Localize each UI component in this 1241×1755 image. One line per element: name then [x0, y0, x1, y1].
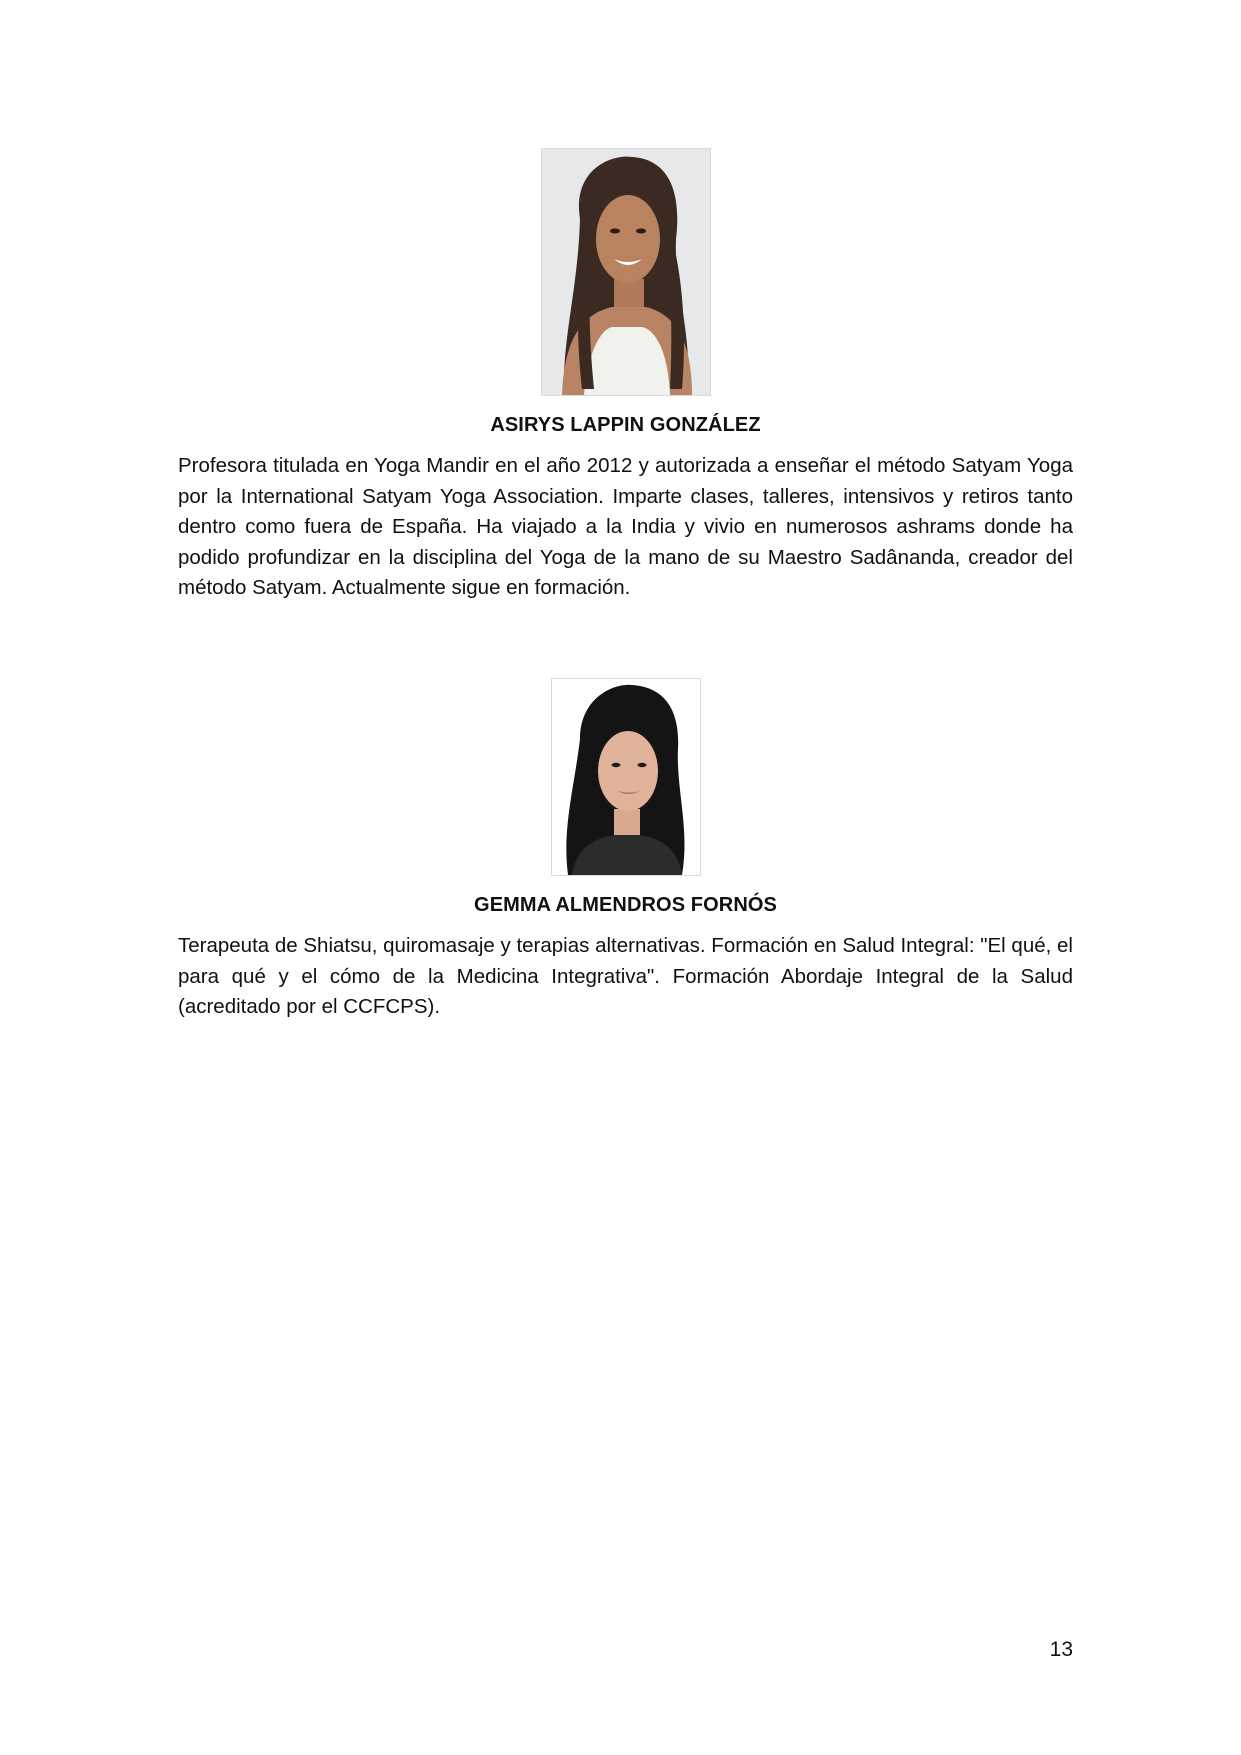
- profile-asirys: [178, 148, 1073, 604]
- profile-name: ASIRYS LAPPIN GONZÁLEZ: [490, 414, 761, 436]
- profile-bio: Profesora titulada en Yoga Mandir en el año 2012 y autorizada a enseñar el método Satyam Yoga por la International Satyam Yoga Association. Imparte clases, talleres, intensivos y retiros tanto dentro como fuera de España. Ha viajado a la India y vivio en numerosos ashrams donde ha podido profundizar en la disciplina del Yoga de la mano de su Maestro Sadânanda, creador del método Satyam. Actualmente sigue en formación.: [178, 454, 1073, 599]
- page-number: 13: [1049, 1638, 1073, 1661]
- profile-bio: Terapeuta de Shiatsu, quiromasaje y terapias alternativas. Formación en Salud Integral: "El qué, el para qué y el cómo de la Medicina Integrativa". Formación Abordaje Integral de la Salud (acreditado por el CCFCPS).: [178, 934, 1073, 1018]
- portrait-photo-gemma: [551, 678, 701, 876]
- profile-gemma: [178, 678, 1073, 1023]
- profile-name: GEMMA ALMENDROS FORNÓS: [474, 894, 777, 916]
- portrait-photo-asirys: [541, 148, 711, 396]
